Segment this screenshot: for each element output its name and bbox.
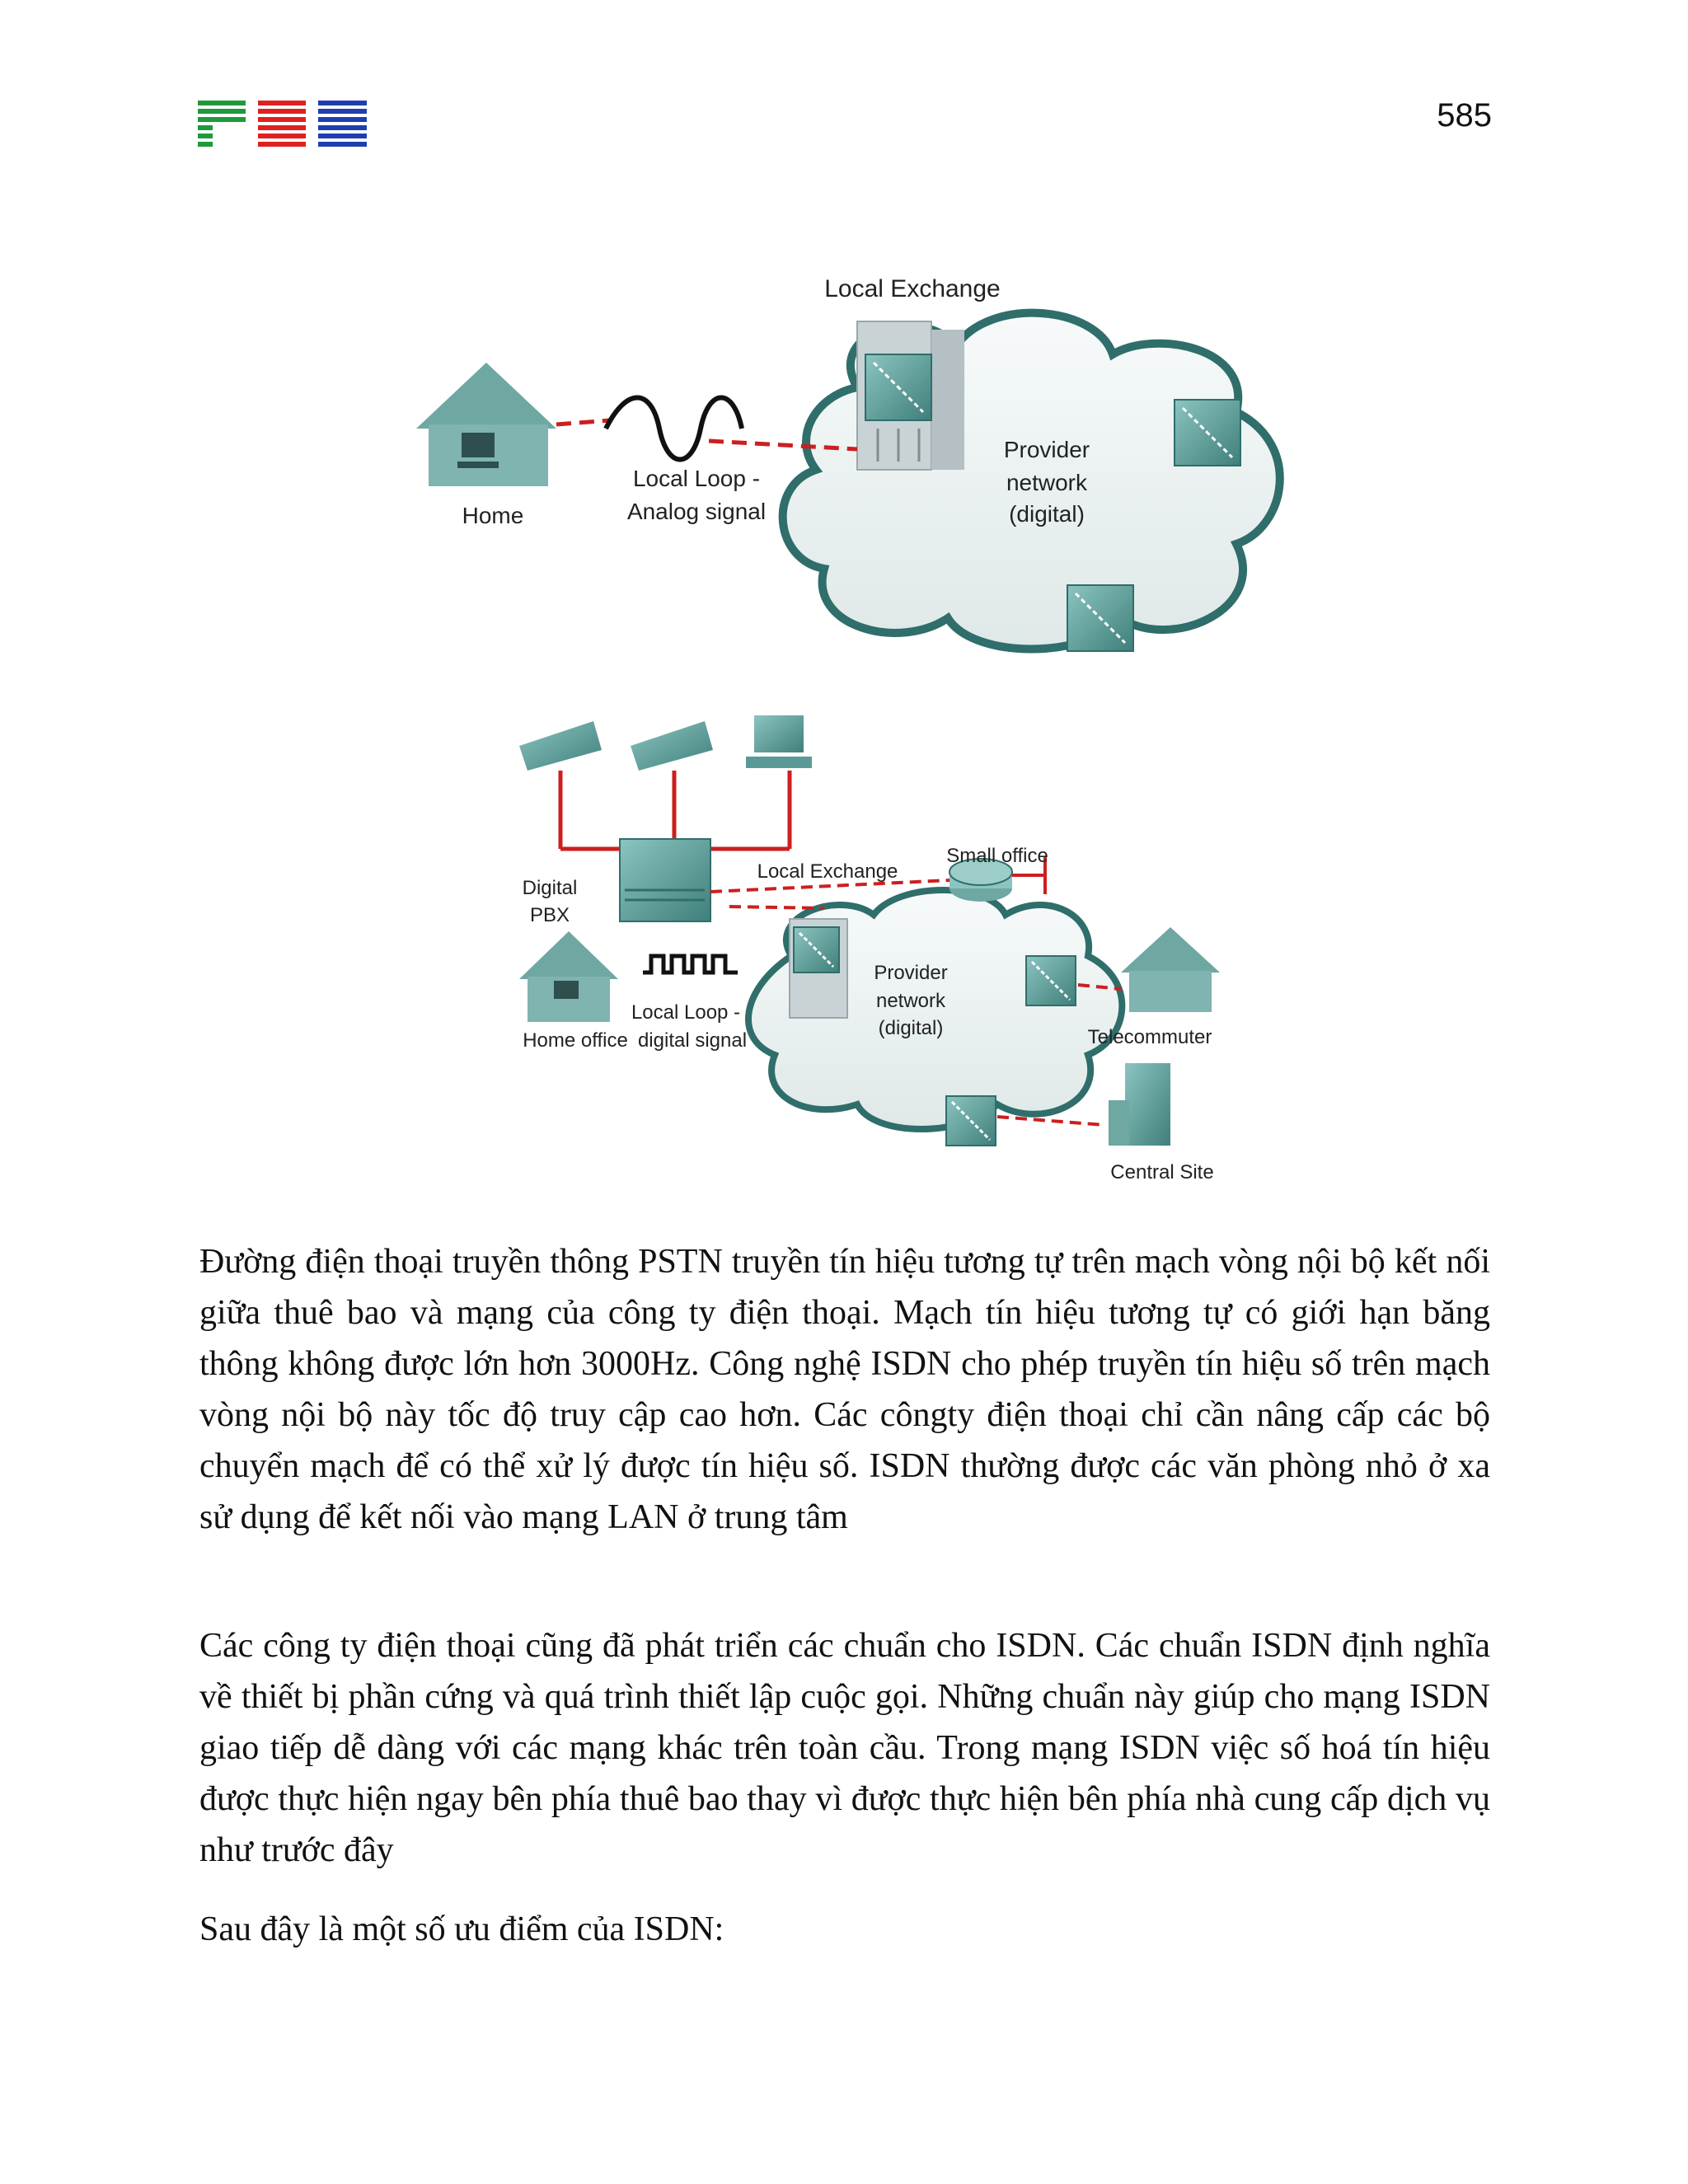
digital-signal-label: digital signal [637,1029,748,1052]
provider-label-2: network [875,990,946,1012]
digital-wave [643,956,738,972]
switch-icon [946,1096,996,1146]
telephone-icon [519,721,602,771]
provider-label-1: Provider [874,962,948,984]
loop-label-2: Analog signal [626,499,767,524]
small-office-label: Small office [946,845,1048,867]
figure-digital [519,715,1220,1183]
switch-icon [1026,956,1076,1005]
pbx-label-1: Digital [522,877,578,899]
loop-label-1: Local Loop - [632,466,761,491]
provider-label-1: Provider [1003,437,1090,462]
page-number: 585 [1437,97,1492,134]
switch-icon [865,354,931,420]
provider-label-3: (digital) [1009,501,1085,527]
pbx-icon [620,839,710,921]
telecommuter-house-icon [1121,927,1220,1012]
paragraph-2: Các công ty điện thoại cũng đã phát triển các chuẩn cho ISDN. Các chuẩn ISDN định nghĩa về thiết bị phần cứng và quá trình thiết lập cuộc gọi. Những chuẩn này giúp cho mạng ISDN giao tiếp dễ dàng với các mạng khác trên toàn cầu. Trong mạng ISDN việc số hoá tín hiệu được thực hiện ngay bên phía thuê bao thay vì được thực hiện bên phía nhà cung cấp dịch vụ như trước đây [199,1627,1490,1869]
figure-analog [416,275,1280,651]
loop-label: Local Loop - [631,1001,741,1024]
central-site-building-icon [1109,1063,1170,1146]
home-label: Home [462,503,524,528]
central-site-label: Central Site [1110,1161,1214,1183]
pbx-label-2: PBX [529,904,570,926]
computer-icon [746,715,812,768]
analog-wave [606,398,742,460]
provider-label-3: (digital) [878,1017,944,1039]
paragraph-1: Đường điện thoại truyền thông PSTN truyền tín hiệu tương tự trên mạch vòng nội bộ kết nối giữa thuê bao và mạng của công ty điện thoại. Mạch tín hiệu tương tự có giới hạn băng thông không được lớn hơn 3000Hz. Công nghệ ISDN cho phép truyền tín hiệu số trên mạch vòng nội bộ này tốc độ truy cập cao hơn. Các côngty điện thoại chỉ cần nâng cấp các bộ chuyển mạch để có thể xử lý được tín hiệu số. ISDN thường được các văn phòng nhỏ ở xa sử dụng để kết nối vào mạng LAN ở trung tâm [199,1243,1490,1536]
home-office-label: Home office [523,1029,628,1052]
local-exchange-label: Local Exchange [824,275,1001,302]
switch-icon [1175,400,1240,466]
provider-label-2: network [1006,470,1088,495]
switch-icon [1067,585,1133,651]
home-house-icon [416,363,556,486]
paragraph-3: Sau đây là một số ưu điểm của ISDN: [199,1910,724,1948]
telephone-icon [631,721,713,771]
switch-icon [794,927,839,972]
telecommuter-label: Telecommuter [1087,1026,1212,1048]
local-exchange-label: Local Exchange [757,860,898,883]
home-office-house-icon [519,931,618,1022]
